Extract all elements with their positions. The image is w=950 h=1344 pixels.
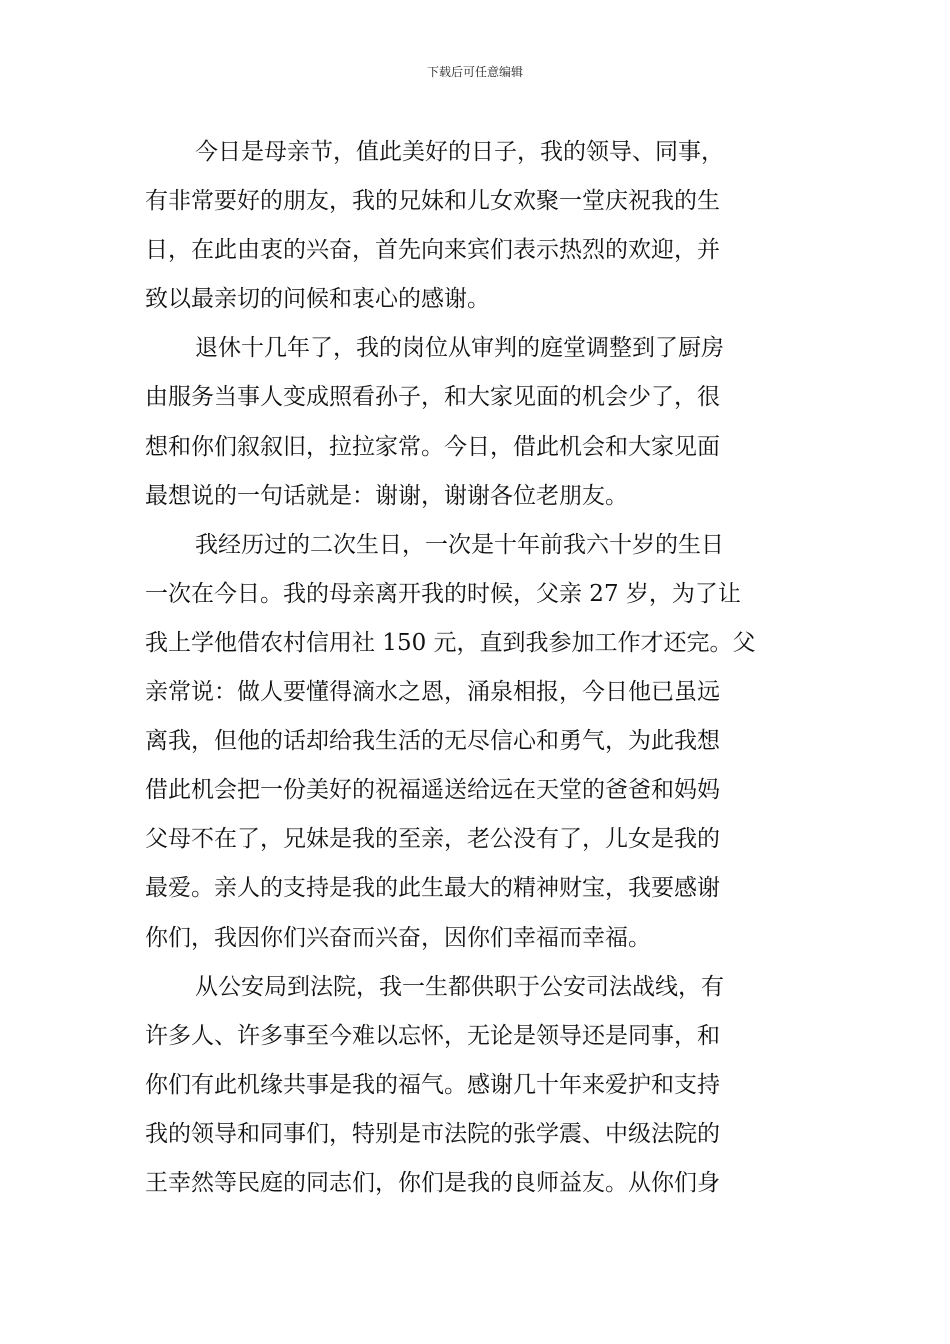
text-line: 由服务当事人变成照看孙子，和大家见面的机会少了，很	[145, 384, 720, 411]
text-line: 我的领导和同事们，特别是市法院的张学震、中级法院的	[145, 1120, 720, 1147]
text-line: 最想说的一句话就是：谢谢，谢谢各位老朋友。	[145, 482, 628, 509]
document-body	[145, 128, 815, 1208]
text-line: 致以最亲切的问候和衷心的感谢。	[145, 286, 490, 313]
text-line: 今日是母亲节，值此美好的日子，我的领导、同事，	[195, 139, 724, 165]
text-line: 离我，但他的话却给我生活的无尽信心和勇气，为此我想	[145, 728, 720, 755]
text-line: 日，在此由衷的兴奋，首先向来宾们表示热烈的欢迎，并	[145, 237, 720, 264]
text-line: 你们，我因你们兴奋而兴奋，因你们幸福而幸福。	[145, 924, 651, 951]
text-line: 我上学他借农村信用社 150 元，直到我参加工作才还完。父	[145, 629, 756, 656]
page-header-note: 下载后可任意编辑	[426, 65, 523, 79]
text-line: 王幸然等民庭的同志们，你们是我的良师益友。从你们身	[145, 1169, 720, 1196]
text-line: 退休十几年了，我的岗位从审判的庭堂调整到了厨房	[195, 335, 724, 362]
text-line: 想和你们叙叙旧，拉拉家常。今日，借此机会和大家见面	[145, 433, 720, 460]
text-line: 许多人、许多事至今难以忘怀，无论是领导还是同事，和	[145, 1022, 720, 1049]
text-line: 有非常要好的朋友，我的兄妹和儿女欢聚一堂庆祝我的生	[145, 188, 720, 215]
text-line: 从公安局到法院，我一生都供职于公安司法战线，有	[195, 973, 724, 1000]
text-line: 我经历过的二次生日，一次是十年前我六十岁的生日	[195, 531, 724, 558]
text-line: 你们有此机缘共事是我的福气。感谢几十年来爱护和支持	[145, 1071, 720, 1098]
text-line: 父母不在了，兄妹是我的至亲，老公没有了，儿女是我的	[145, 826, 720, 853]
text-line: 一次在今日。我的母亲离开我的时候，父亲 27 岁，为了让	[145, 580, 741, 607]
text-line: 借此机会把一份美好的祝福遥送给远在天堂的爸爸和妈妈	[145, 777, 720, 804]
text-line: 亲常说：做人要懂得滴水之恩，涌泉相报，今日他已虽远	[145, 679, 720, 706]
text-line: 最爱。亲人的支持是我的此生最大的精神财宝，我要感谢	[145, 875, 720, 902]
